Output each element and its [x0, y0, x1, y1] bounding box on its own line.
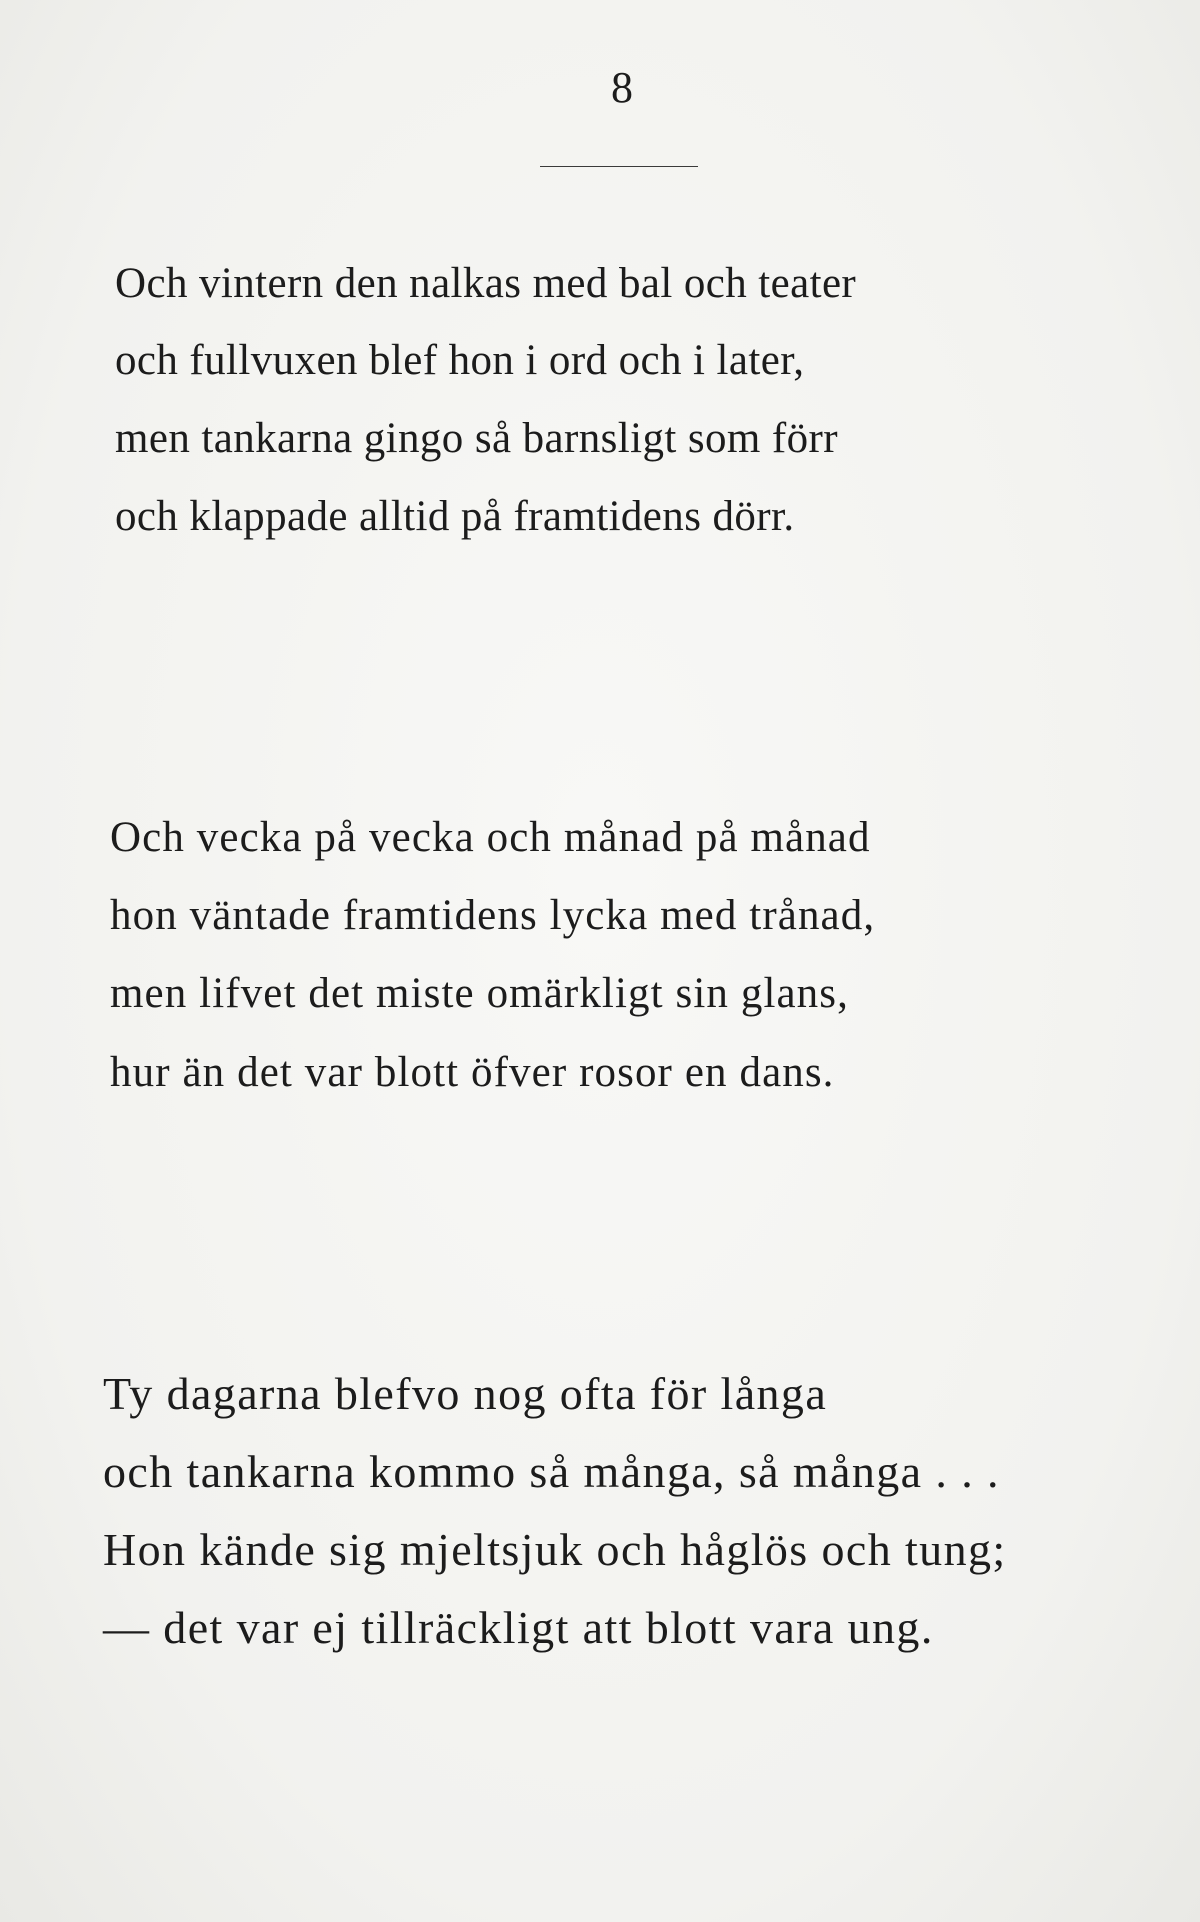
verse-line: Ty dagarna blefvo nog ofta för långa	[103, 1368, 828, 1419]
verse-line: Och vecka på vecka och månad på månad	[110, 814, 871, 861]
verse-line: hur än det var blott öfver rosor en dans.	[110, 1049, 835, 1096]
verse-line: och fullvuxen blef hon i ord och i later,	[115, 337, 805, 384]
verse-line: och klappade alltid på framtidens dörr.	[115, 493, 795, 540]
verse-line: och tankarna kommo så många, så många . . .	[103, 1446, 1000, 1497]
verse-line: men lifvet det miste omärkligt sin glans,	[110, 970, 849, 1017]
verse-line: hon väntade framtidens lycka med trånad,	[110, 892, 876, 939]
verse-line: men tankarna gingo så barnsligt som förr	[115, 415, 838, 462]
verse-line: — det var ej tillräckligt att blott vara ung.	[103, 1602, 934, 1653]
header-rule	[540, 166, 698, 167]
page-number: 8	[611, 63, 634, 112]
verse-line: Och vintern den nalkas med bal och teater	[115, 260, 857, 307]
verse-line: Hon kände sig mjeltsjuk och håglös och tung;	[103, 1524, 1007, 1575]
